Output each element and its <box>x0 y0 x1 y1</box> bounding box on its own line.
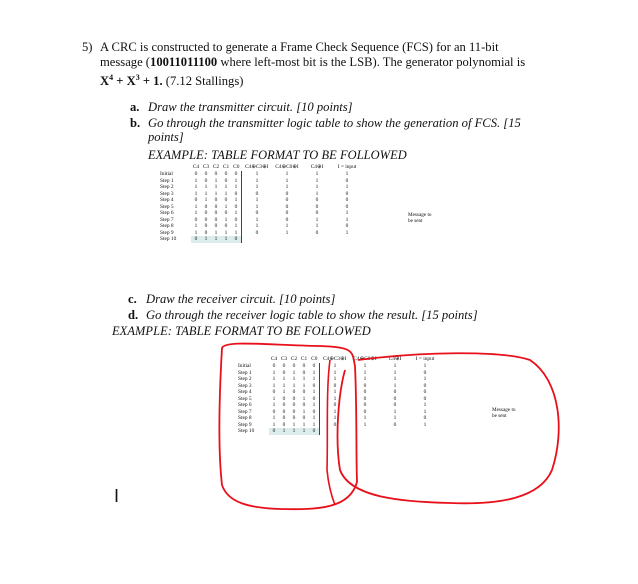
xor-cell: 1 <box>320 409 351 416</box>
register-cell: 1 <box>282 389 286 395</box>
register-cell: 1 <box>194 210 198 216</box>
register-cell: 1 <box>224 229 228 236</box>
register-cell: 1 <box>282 376 286 382</box>
reference: (7.12 Stallings) <box>162 74 244 89</box>
xor-cell: 1 <box>393 369 397 376</box>
xor-cell: 1 <box>315 223 319 229</box>
table-header-cell: C0 <box>311 356 318 363</box>
register-cell: 0 <box>204 171 208 177</box>
xor-cell: 1 <box>345 229 349 236</box>
xor-cell: 1 <box>242 178 273 185</box>
xor-cell: 0 <box>363 389 367 395</box>
row-label: Step 5 <box>160 203 174 210</box>
xor-cell: 1 <box>242 197 273 204</box>
table-header-cell: C4 <box>192 164 200 171</box>
table-header-cell: C4⊕C3⊕I <box>323 356 347 363</box>
xor-cell: 1 <box>345 210 349 216</box>
register-cell: 1 <box>302 421 306 428</box>
xor-cell: 1 <box>242 171 273 178</box>
register-cell: 0 <box>204 223 208 229</box>
register-cell: 1 <box>211 236 221 243</box>
row-label: Step 10 <box>238 428 255 434</box>
register-cell: 1 <box>272 415 276 421</box>
xor-cell: 0 <box>363 395 367 402</box>
xor-cell: 0 <box>320 422 351 429</box>
xor-cell: 1 <box>320 370 351 377</box>
register-cell: 1 <box>214 190 218 197</box>
xor-cell: 0 <box>242 230 273 237</box>
register-cell: 0 <box>214 210 218 216</box>
register-cell: 1 <box>312 421 316 428</box>
register-cell: 1 <box>221 236 231 243</box>
xor-cell: 0 <box>345 197 349 203</box>
xor-cell: 0 <box>423 369 427 376</box>
xor-cell: 0 <box>285 203 289 210</box>
xor-cell: 0 <box>345 190 349 197</box>
row-label: Initial <box>160 171 173 177</box>
xor-cell: 0 <box>285 190 289 197</box>
register-cell: 0 <box>302 402 306 408</box>
row-label: Step 4 <box>160 197 174 203</box>
row-label: Step 3 <box>238 382 252 389</box>
xor-cell: 1 <box>393 408 397 415</box>
register-cell: 0 <box>292 389 296 395</box>
register-cell: 0 <box>282 421 286 428</box>
xor-cell: 0 <box>315 197 319 203</box>
register-cell: 0 <box>282 363 286 369</box>
register-cell: 1 <box>214 184 218 190</box>
table-header-cell: C4 <box>270 356 278 363</box>
register-cell: 1 <box>224 203 228 210</box>
xor-cell: 1 <box>315 190 319 197</box>
xor-cell: 0 <box>242 191 273 198</box>
register-cell: 1 <box>302 376 306 382</box>
register-cell: 1 <box>194 190 198 197</box>
xor-cell: 0 <box>320 383 351 390</box>
register-cell: 0 <box>214 197 218 203</box>
row-label: Step 7 <box>238 408 252 415</box>
part-b-text-line2: points] <box>148 130 184 144</box>
register-cell: 1 <box>214 229 218 236</box>
xor-cell: 1 <box>242 217 273 224</box>
register-cell: 1 <box>224 184 228 190</box>
register-cell: 1 <box>194 177 198 184</box>
xor-cell: 0 <box>423 395 427 402</box>
register-cell: 0 <box>312 408 316 415</box>
xor-cell: 0 <box>393 421 397 428</box>
register-cell: 0 <box>272 408 276 415</box>
table-header-cell: C4⊕I <box>388 356 402 363</box>
xor-cell: 1 <box>363 415 367 421</box>
xor-cell: 1 <box>363 421 367 428</box>
xor-cell: 1 <box>315 171 319 177</box>
xor-cell: 0 <box>363 402 367 408</box>
register-cell: 1 <box>312 415 316 421</box>
table-header-cell: C0 <box>233 164 240 171</box>
register-cell: 1 <box>279 428 289 435</box>
row-label: Step 2 <box>238 376 252 382</box>
part-d-text: Go through the receiver logic table to show the result. [15 points] <box>146 308 478 322</box>
register-cell: 0 <box>234 171 238 177</box>
row-label: Step 4 <box>238 389 252 395</box>
xor-cell: 1 <box>320 376 351 383</box>
register-cell: 1 <box>224 216 228 223</box>
table-header-cell: I = input <box>337 164 357 171</box>
xor-cell: 0 <box>320 402 351 409</box>
register-cell: 0 <box>312 395 316 402</box>
row-label: Step 3 <box>160 190 174 197</box>
xor-cell: 1 <box>423 402 427 408</box>
register-cell: 0 <box>224 177 228 184</box>
register-cell: 0 <box>302 363 306 369</box>
table-header-cell: C1 <box>222 164 230 171</box>
part-b: b. Go through the transmitter logic table to show the generation of FCS. [15 points] <box>130 116 600 144</box>
xor-cell: 1 <box>242 204 273 211</box>
table-header-cell: C4⊕I <box>310 164 324 171</box>
xor-cell: 1 <box>393 376 397 382</box>
xor-cell: 1 <box>242 223 273 230</box>
xor-cell: 1 <box>285 223 289 229</box>
register-cell: 0 <box>224 210 228 216</box>
register-cell: 1 <box>302 395 306 402</box>
register-cell: 0 <box>292 402 296 408</box>
register-cell: 1 <box>224 190 228 197</box>
register-cell: 0 <box>224 171 228 177</box>
xor-cell: 0 <box>345 177 349 184</box>
register-cell: 1 <box>292 421 296 428</box>
xor-cell: 1 <box>345 184 349 190</box>
register-cell: 1 <box>204 184 208 190</box>
xor-cell: 0 <box>285 197 289 203</box>
xor-cell: 0 <box>423 415 427 421</box>
xor-cell: 1 <box>363 376 367 382</box>
register-cell: 1 <box>312 369 316 376</box>
xor-cell: 0 <box>315 203 319 210</box>
part-c-text: Draw the receiver circuit. [10 points] <box>146 292 336 306</box>
xor-cell: 0 <box>393 402 397 408</box>
part-a: a. Draw the transmitter circuit. [10 points] <box>130 100 353 114</box>
register-cell: 1 <box>204 197 208 203</box>
question-number: 5) <box>82 40 93 54</box>
xor-cell: 1 <box>285 171 289 177</box>
annotation-circle <box>338 353 559 503</box>
register-cell: 1 <box>272 376 276 382</box>
register-cell: 1 <box>234 229 238 236</box>
row-label: Step 9 <box>238 421 252 428</box>
xor-cell: 1 <box>315 177 319 184</box>
row-label: Step 8 <box>238 415 252 421</box>
register-cell: 0 <box>309 428 320 435</box>
register-cell: 1 <box>312 402 316 408</box>
register-cell: 0 <box>292 415 296 421</box>
register-cell: 1 <box>289 428 299 435</box>
table-header-cell: C2 <box>290 356 298 363</box>
xor-cell: 0 <box>285 210 289 216</box>
register-cell: 1 <box>201 236 211 243</box>
register-cell: 0 <box>204 210 208 216</box>
xor-cell: 1 <box>393 363 397 369</box>
register-cell: 1 <box>194 223 198 229</box>
register-cell: 1 <box>272 369 276 376</box>
register-cell: 1 <box>312 376 316 382</box>
message-bits: 10011011100 <box>150 55 218 69</box>
register-cell: 1 <box>312 389 316 395</box>
register-cell: 1 <box>292 382 296 389</box>
message-note-2: Message to be sent <box>492 407 516 419</box>
register-cell: 1 <box>292 369 296 376</box>
register-cell: 1 <box>234 197 238 203</box>
xor-cell: 1 <box>345 171 349 177</box>
xor-cell: 1 <box>363 369 367 376</box>
register-cell: 0 <box>282 408 286 415</box>
xor-cell: 1 <box>393 415 397 421</box>
question-text-line2: message (10011011100 where left-most bit is the LSB). The generator polynomial is <box>100 55 526 69</box>
table-header-cell: C4⊕C3⊕I <box>245 164 269 171</box>
register-cell: 0 <box>191 236 201 243</box>
xor-cell: 1 <box>285 177 289 184</box>
register-cell: 0 <box>214 216 218 223</box>
register-cell: 1 <box>272 421 276 428</box>
register-cell: 1 <box>204 190 208 197</box>
register-cell: 0 <box>194 197 198 203</box>
register-cell: 1 <box>282 382 286 389</box>
register-cell: 0 <box>224 223 228 229</box>
xor-cell: 1 <box>315 216 319 223</box>
xor-cell: 0 <box>363 382 367 389</box>
table-header-cell: I = input <box>415 356 435 363</box>
register-cell: 0 <box>234 203 238 210</box>
table-header-cell: C2 <box>212 164 220 171</box>
register-cell: 0 <box>194 171 198 177</box>
xor-cell: 1 <box>423 376 427 382</box>
register-cell: 0 <box>292 395 296 402</box>
register-cell: 1 <box>234 184 238 190</box>
xor-cell: 1 <box>285 184 289 190</box>
row-label: Step 1 <box>160 177 174 184</box>
generator-polynomial: $X^4 + X^3 + 1$. (7.12 Stallings) <box>100 73 244 89</box>
xor-cell: 1 <box>320 415 351 422</box>
xor-cell: 0 <box>345 223 349 229</box>
register-cell: 0 <box>312 363 316 369</box>
register-cell: 1 <box>299 428 309 435</box>
xor-cell: 1 <box>363 363 367 369</box>
example-label-2: EXAMPLE: TABLE FORMAT TO BE FOLLOWED <box>112 324 371 338</box>
xor-cell: 1 <box>242 184 273 191</box>
table-header-cell: C3 <box>280 356 288 363</box>
part-b-text-line1: Go through the transmitter logic table to show the generation of FCS. [15 <box>148 116 521 130</box>
xor-cell: 1 <box>320 363 351 370</box>
row-label: Step 9 <box>160 229 174 236</box>
xor-cell: 1 <box>423 421 427 428</box>
annotation-outline <box>219 344 357 510</box>
row-label: Step 10 <box>160 236 177 242</box>
register-cell: 0 <box>204 229 208 236</box>
register-cell: 0 <box>194 216 198 223</box>
register-cell: 0 <box>214 203 218 210</box>
text-cursor-icon: I <box>114 486 120 506</box>
xor-cell: 1 <box>320 389 351 396</box>
register-cell: 0 <box>292 408 296 415</box>
register-cell: 1 <box>302 408 306 415</box>
register-cell: 1 <box>272 382 276 389</box>
register-cell: 0 <box>204 177 208 184</box>
register-cell: 1 <box>272 402 276 408</box>
register-cell: 0 <box>214 171 218 177</box>
register-cell: 1 <box>234 223 238 229</box>
register-cell: 0 <box>282 402 286 408</box>
register-cell: 0 <box>282 415 286 421</box>
register-cell: 0 <box>224 197 228 203</box>
register-cell: 1 <box>292 376 296 382</box>
xor-cell: 0 <box>345 203 349 210</box>
register-cell: 0 <box>282 395 286 402</box>
register-cell: 0 <box>302 369 306 376</box>
xor-cell: 0 <box>315 210 319 216</box>
table-header-cell: C3 <box>202 164 210 171</box>
register-cell: 1 <box>194 203 198 210</box>
table-header-cell: C1 <box>300 356 308 363</box>
table-header-cell: C4⊕C0⊕I <box>275 164 299 171</box>
register-cell: 0 <box>231 236 242 243</box>
xor-cell: 0 <box>315 229 319 236</box>
register-cell: 0 <box>204 203 208 210</box>
register-cell: 1 <box>214 177 218 184</box>
xor-cell: 1 <box>423 363 427 369</box>
register-cell: 0 <box>302 415 306 421</box>
register-cell: 1 <box>234 177 238 184</box>
row-label: Step 6 <box>238 402 252 408</box>
question-text-line1: A CRC is constructed to generate a Frame Check Sequence (FCS) for an 11-bit <box>100 40 499 54</box>
table-header-cell: C4⊕C0⊕I <box>353 356 377 363</box>
part-a-text: Draw the transmitter circuit. [10 points] <box>148 100 353 114</box>
part-c: c. Draw the receiver circuit. [10 points] <box>128 292 336 306</box>
row-label: Step 7 <box>160 216 174 223</box>
register-cell: 0 <box>214 223 218 229</box>
xor-cell: 1 <box>285 229 289 236</box>
xor-cell: 0 <box>242 210 273 217</box>
register-cell: 0 <box>234 190 238 197</box>
row-label: Step 1 <box>238 369 252 376</box>
xor-cell: 0 <box>393 389 397 395</box>
annotation-column-bracket <box>327 360 335 505</box>
register-cell: 0 <box>282 369 286 376</box>
register-cell: 1 <box>194 184 198 190</box>
row-label: Step 2 <box>160 184 174 190</box>
xor-cell: 0 <box>285 216 289 223</box>
xor-cell: 1 <box>315 184 319 190</box>
register-cell: 1 <box>302 382 306 389</box>
register-cell: 0 <box>272 363 276 369</box>
message-note-1: Message to be sent <box>408 212 432 224</box>
row-label: Step 8 <box>160 223 174 229</box>
register-cell: 1 <box>234 210 238 216</box>
register-cell: 0 <box>204 216 208 223</box>
example-label-1: EXAMPLE: TABLE FORMAT TO BE FOLLOWED <box>148 148 407 162</box>
xor-cell: 0 <box>393 395 397 402</box>
register-cell: 0 <box>302 389 306 395</box>
register-cell: 0 <box>272 389 276 395</box>
register-cell: 0 <box>269 428 279 435</box>
xor-cell: 1 <box>423 408 427 415</box>
row-label: Step 6 <box>160 210 174 216</box>
xor-cell: 0 <box>423 389 427 395</box>
register-cell: 1 <box>194 229 198 236</box>
row-label: Step 5 <box>238 395 252 402</box>
xor-cell: 1 <box>345 216 349 223</box>
xor-cell: 0 <box>363 408 367 415</box>
register-cell: 0 <box>292 363 296 369</box>
register-cell: 1 <box>272 395 276 402</box>
xor-cell: 1 <box>320 396 351 403</box>
register-cell: 0 <box>312 382 316 389</box>
xor-cell: 0 <box>423 382 427 389</box>
row-label: Initial <box>238 363 251 369</box>
part-d: d. Go through the receiver logic table to show the result. [15 points] <box>128 308 478 322</box>
xor-cell: 1 <box>393 382 397 389</box>
register-cell: 0 <box>234 216 238 223</box>
